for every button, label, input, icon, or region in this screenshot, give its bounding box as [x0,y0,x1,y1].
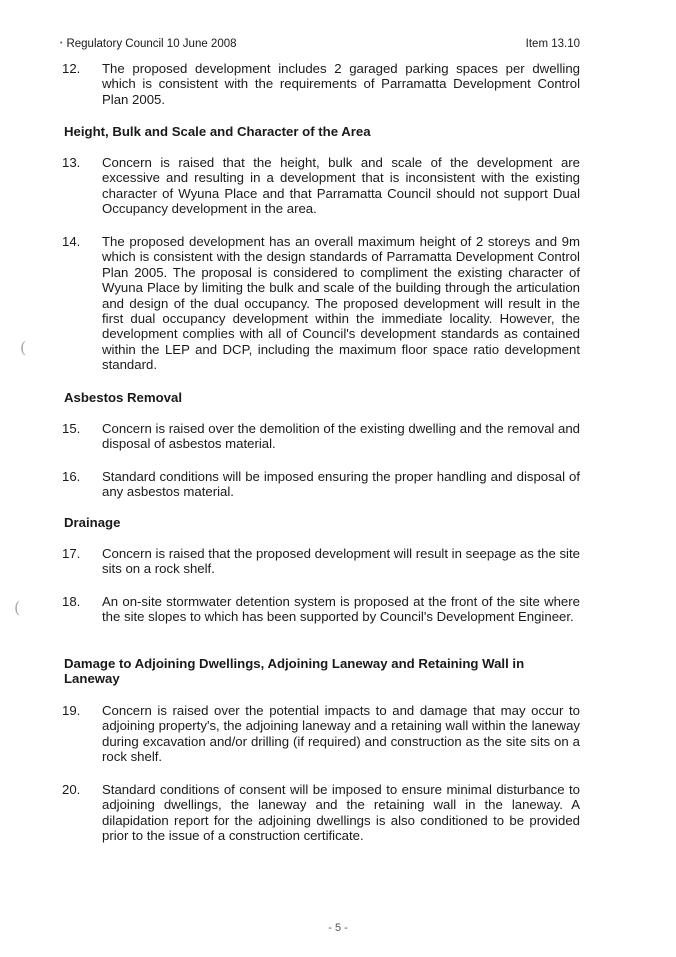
meeting-title: • Regulatory Council 10 June 2008 [60,38,237,50]
punch-hole-mark: ( [14,598,21,617]
item-number: Item 13.10 [525,38,580,50]
paragraph-16 [62,469,580,500]
page-number: - 5 - [328,922,348,934]
paragraph-number: 17. [62,546,81,561]
paragraph-text: Standard conditions of consent will be imposed to ensure minimal disturbance to adjoining dwellings, the laneway and the retaining wall in the laneway. A dilapidation report for the adjoining dwellings is also conditioned to be provided prior to the issue of a construction certificate. [102,782,580,844]
paragraph-number: 15. [62,421,81,436]
paragraph-number: 18. [62,594,81,609]
paragraph-number: 20. [62,782,81,797]
paragraph-15 [62,421,580,452]
section-heading-height-bulk: Height, Bulk and Scale and Character of the Area [64,124,371,139]
section-heading-drainage: Drainage [64,515,121,530]
paragraph-19 [62,703,580,765]
section-heading-damage: Damage to Adjoining Dwellings, Adjoining Laneway and Retaining Wall in Laneway [64,656,525,687]
punch-hole-mark: ( [20,338,27,357]
paragraph-20 [62,782,580,844]
paragraph-17 [62,546,580,577]
section-heading-asbestos: Asbestos Removal [64,390,182,405]
paragraph-number: 12. [62,61,81,76]
paragraph-12 [62,61,580,107]
paragraph-text: Concern is raised over the demolition of the existing dwelling and the removal and disposal of asbestos material. [102,421,580,452]
paragraph-number: 13. [62,155,81,170]
paragraph-number: 14. [62,234,81,249]
page-header [60,38,580,50]
paragraph-14 [62,234,580,373]
paragraph-text: An on-site stormwater detention system is proposed at the front of the site where the site slopes to which has been supported by Council's Development Engineer. [102,594,580,625]
paragraph-number: 19. [62,703,81,718]
paragraph-number: 16. [62,469,81,484]
paragraph-text: Concern is raised over the potential impacts to and damage that may occur to adjoining property's, the adjoining laneway and a retaining wall within the laneway during excavation and/or drilling (if required) and construction as the site sits on a rock shelf. [102,703,580,765]
paragraph-text: Standard conditions will be imposed ensuring the proper handling and disposal of any asbestos material. [102,469,580,500]
paragraph-text: Concern is raised that the height, bulk and scale of the development are excessive and resulting in a development that is inconsistent with the existing character of Wyuna Place and that Parramatta Council should not support Dual Occupancy development in the area. [102,155,580,217]
paragraph-text: The proposed development includes 2 garaged parking spaces per dwelling which is consistent with the requirements of Parramatta Development Control Plan 2005. [102,61,580,107]
paragraph-13 [62,155,580,217]
paragraph-text: Concern is raised that the proposed development will result in seepage as the site sits on a rock shelf. [102,546,580,577]
paragraph-text: The proposed development has an overall maximum height of 2 storeys and 9m which is consistent with the design standards of Parramatta Development Control Plan 2005. The proposal is considered to compliment the existing character of Wyuna Place by limiting the bulk and scale of the building through the articulation and design of the dual occupancy. The proposed development will result in the first dual occupancy development within the immediate locality. However, the development complies with all of Council's development standards as contained within the LEP and DCP, including the maximum floor space ratio development standard. [102,234,580,373]
paragraph-18 [62,594,580,625]
